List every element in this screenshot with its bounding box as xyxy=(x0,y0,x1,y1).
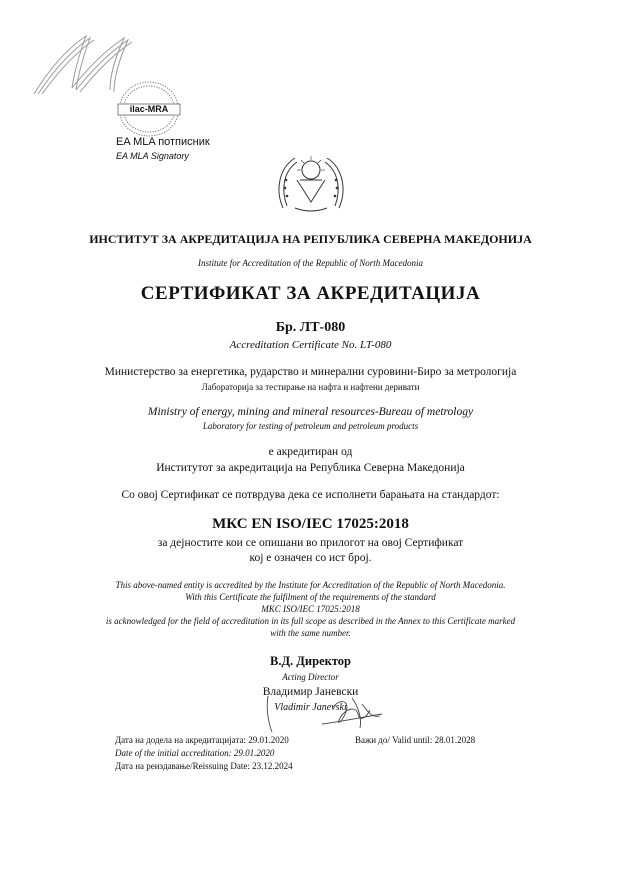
scope-text-2: кој е означен со ист број. xyxy=(249,552,372,564)
body-en-line3: MKC ISO/IEC 17025:2018 xyxy=(261,604,360,614)
body-en-line4: is acknowledged for the field of accreditation in its full scope as described in the Annex to this Certificate marked xyxy=(105,616,516,626)
institute-name-en: Institute for Accreditation of the Republic of North Macedonia xyxy=(198,258,423,268)
standard-name: МКС EN ISO/IEC 17025:2018 xyxy=(212,516,409,532)
initial-date-mk: Датa на додела на акредитацијата: 29.01.2020 xyxy=(115,735,289,745)
valid-until: Важи до/ Valid until: 28.01.2028 xyxy=(355,735,476,745)
entity-lab-mk: Лабораторија за тестирање на нафта и нафтени деривати xyxy=(201,382,420,392)
signatory-role-en: Acting Director xyxy=(282,672,339,682)
body-en-line1: This above-named entity is accredited by the Institute for Accreditation of the Republic of North Macedonia. xyxy=(115,580,506,590)
signatory-role-mk: В.Д. Директор xyxy=(270,654,351,668)
ea-mla-signatory-en: EA MLA Signatory xyxy=(116,151,189,161)
institute-name-mk: ИНСТИТУТ ЗА АКРЕДИТАЦИЈА НА РЕПУБЛИКА СЕВЕРНА МАКЕДОНИЈА xyxy=(89,232,532,246)
body-en-line2: With this Certificate the fulfilment of the requirements of the standard xyxy=(185,592,436,602)
ilac-mra-text: ilac-MRA xyxy=(129,104,169,114)
certificate-title: СЕРТИФИКАТ ЗА АКРЕДИТАЦИЈА xyxy=(140,283,481,304)
signatory-name-mk: Владимир Јаневски xyxy=(262,686,359,698)
signatory-name-en: Vladimir Janevski xyxy=(274,702,347,713)
accredited-by-1: е акредитиран од xyxy=(268,446,353,458)
certificate-number: Бр. ЛТ-080 xyxy=(275,320,346,335)
entity-name-en: Ministry of energy, mining and mineral resources-Bureau of metrology xyxy=(147,406,474,418)
coat-of-arms xyxy=(273,150,349,216)
entity-lab-en: Laboratory for testing of petroleum and petroleum products xyxy=(202,421,419,431)
certificate-number-en: Accreditation Certificate No. LT-080 xyxy=(229,339,392,351)
confirm-text: Со овој Сертификат се потврдува дека се исполнети барањата на стандардот: xyxy=(121,489,500,501)
reissue-date: Дата на реиздавање/Reissuing Date: 23.12.2024 xyxy=(115,761,293,771)
ea-mla-signatory: EA MLA потписник xyxy=(116,136,210,148)
initial-date-en: Date of the initial accreditation: 29.01.2020 xyxy=(115,748,275,758)
scope-text-1: за дејностите кои се опишани во прилогот на овој Сертификат xyxy=(157,537,464,549)
entity-name-mk: Министерство за енергетика, рударство и минерални суровини-Биро за метрологија xyxy=(104,366,517,378)
body-en-line5: with the same number. xyxy=(270,628,351,638)
accredited-by-2: Институтот за акредитација на Република Северна Македонија xyxy=(156,462,465,474)
director-signature xyxy=(262,688,387,736)
